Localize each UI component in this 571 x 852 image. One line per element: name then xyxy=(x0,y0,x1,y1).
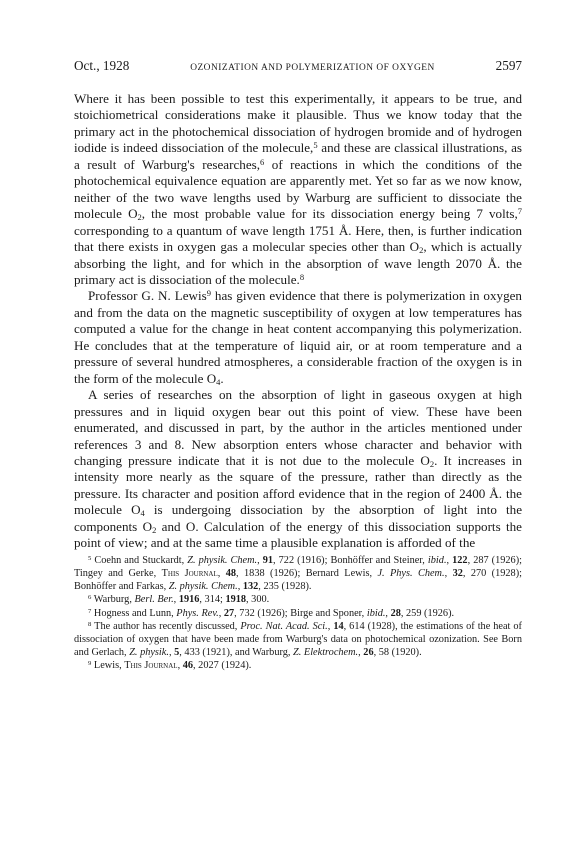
text-run: of reactions in which the conditions of the photochemical equivalence equation are apparently met. Yet so far as we now know, neither of the two wave lengths used by Warburg are sufficient to dissociate the molecule O xyxy=(74,156,522,222)
text-run: 1916 xyxy=(178,594,200,606)
footnote-marker: 7 xyxy=(88,607,92,615)
text-run: has given evidence that there is polymerization in oxygen and from the data on the magnetic susceptibility of oxygen at low temperatures has computed a value for the change in heat content accompanying this polymerization. He concludes that at the temperature of liquid air, or at room temperature and a pressure of several hundred atmospheres, a considerable fraction of the oxygen is in the form of the molecule O xyxy=(74,288,522,386)
text-run: , 235 (1928). xyxy=(258,581,312,593)
footnote xyxy=(74,620,522,660)
subscript: 4 xyxy=(216,376,221,387)
body-text xyxy=(74,91,522,552)
text-run: , xyxy=(237,581,243,593)
text-run: , 722 (1916); Bonhöffer and Steiner, xyxy=(273,554,428,566)
page-number: 2597 xyxy=(495,58,522,73)
text-run: , the most probable value for its dissociation energy being 7 volts, xyxy=(141,206,518,222)
footnote-marker: 7 xyxy=(517,206,522,217)
text-run: , 300. xyxy=(246,594,270,606)
text-run: is undergoing dissociation by the absorption of light into the components O xyxy=(74,502,523,534)
text-run: Z. Elektrochem. xyxy=(293,647,359,659)
text-run: Warburg, xyxy=(91,594,135,606)
text-run: ibid. xyxy=(366,607,386,619)
text-run: The author has recently discussed, xyxy=(91,620,241,632)
text-run: 28 xyxy=(390,607,401,619)
footnote-marker: 6 xyxy=(88,594,92,602)
text-run: Z. physik. Chem. xyxy=(187,554,258,566)
footnote xyxy=(74,554,522,594)
subscript: 2 xyxy=(137,212,142,223)
text-run: 27 xyxy=(223,607,235,619)
text-run: , 58 (1920). xyxy=(373,647,422,659)
text-run: , 2027 (1924). xyxy=(193,660,252,672)
text-run: , xyxy=(444,567,453,579)
paragraph xyxy=(74,288,522,387)
subscript: 2 xyxy=(429,459,435,470)
text-run: Coehn and Stuckardt, xyxy=(91,554,188,566)
text-run: corresponding to a quantum of wave length 1751 Å. Here, then, is further indication that there exists in oxygen gas a molecular species other than O xyxy=(74,222,522,255)
footnotes xyxy=(74,554,522,673)
text-run: , xyxy=(173,594,179,606)
running-header xyxy=(74,58,522,76)
text-run: 132 xyxy=(242,581,259,593)
text-run: Hogness and Lunn, xyxy=(91,607,177,619)
text-run: , xyxy=(446,554,453,566)
text-run: , 314; xyxy=(199,594,226,606)
footnote-marker: 9 xyxy=(88,660,92,668)
text-run: , xyxy=(327,620,334,632)
text-run: Z. physik. Chem. xyxy=(168,581,238,593)
footnote-marker: 8 xyxy=(299,272,305,283)
subscript: 2 xyxy=(419,245,424,256)
subscript: 4 xyxy=(140,508,145,519)
text-run: Phys. Rev. xyxy=(176,607,219,619)
text-run: Z. physik. xyxy=(129,647,169,659)
text-run: , 287 (1926); Tingey and Gerke, xyxy=(74,554,522,579)
footnote xyxy=(74,659,522,672)
text-run: 32 xyxy=(452,567,463,579)
text-run: , xyxy=(385,607,391,619)
text-run: 91 xyxy=(262,554,274,566)
text-run: 48 xyxy=(225,567,237,579)
text-run: 5 xyxy=(174,647,180,659)
text-run: J. Phys. Chem. xyxy=(377,567,445,579)
text-run: 14 xyxy=(333,620,344,632)
text-run: . It increases in intensity more nearly as the square of the pressure, rather than directly as the pressure. Its character and position afford evidence that in the region of 2400 Å. the molecule O xyxy=(74,452,523,518)
subscript: 2 xyxy=(152,524,157,535)
text-run: and O. Calculation of the energy of this dissociation supports the point of view; and at the same time a plausible explanation is afforded of the xyxy=(74,518,522,551)
text-run: 1918 xyxy=(225,594,247,606)
text-run: Professor G. N. Lewis xyxy=(88,288,207,304)
text-run: , 1838 (1926); Bernard Lewis, xyxy=(236,567,378,579)
text-run: , 259 (1926). xyxy=(400,607,455,619)
text-run: , 614 (1928), the estimations of the heat of dissociation of oxygen that have been made from Warburg's data on photochemical ozonization. See Born and Gerlach, xyxy=(74,620,522,659)
paragraph xyxy=(74,387,522,552)
text-run: 26 xyxy=(363,647,374,659)
text-run: , xyxy=(358,647,364,659)
text-run: , which is actually absorbing the light, and for which in the absorption of wave length 2070 Å. the primary act is dissociation of the molecule. xyxy=(74,239,522,287)
text-run: . xyxy=(220,370,224,386)
text-run: A series of researches on the absorption of light in gaseous oxygen at high pressures and in liquid oxygen bear out this point of view. These have been enumerated, and discussed in part, by the author in the articles mentioned under references 3 and 8. New absorption enters whose character and behavior with changing pressure indicate that it is not due to the molecule O xyxy=(74,387,522,468)
text-run: , xyxy=(168,647,175,659)
footnote xyxy=(74,593,522,606)
text-run: , 270 (1928); Bonhöffer and Farkas, xyxy=(74,567,522,593)
text-run: , xyxy=(218,607,224,619)
text-run: , xyxy=(217,567,226,579)
header-title: OZONIZATION AND POLYMERIZATION OF OXYGEN xyxy=(190,63,435,73)
text-run: , xyxy=(257,554,263,566)
paragraph xyxy=(74,91,522,288)
footnote-marker: 5 xyxy=(313,140,318,151)
text-run: Lewis, xyxy=(91,660,125,672)
text-run: This Journal xyxy=(161,567,218,579)
text-run: , 433 (1921), and Warburg, xyxy=(179,647,294,659)
text-run: Proc. Nat. Acad. Sci. xyxy=(240,620,328,632)
footnote-marker: 6 xyxy=(260,156,265,167)
footnote-marker: 5 xyxy=(88,554,92,562)
text-run: 122 xyxy=(452,554,468,566)
footnote-marker: 9 xyxy=(206,288,211,299)
footnote xyxy=(74,607,522,620)
text-run: , 732 (1926); Birge and Sponer, xyxy=(234,607,367,619)
text-run: This Journal xyxy=(124,660,178,672)
header-date: Oct., 1928 xyxy=(74,58,130,73)
text-run: Berl. Ber. xyxy=(134,594,174,606)
text-run: ibid. xyxy=(427,554,447,566)
text-run: 46 xyxy=(182,660,194,672)
text-run: , xyxy=(177,660,183,672)
text-run: and these are classical illustrations, as a result of Warburg's researches, xyxy=(74,140,522,172)
text-run: Where it has been possible to test this experimentally, it appears to be true, and stoichiometrical considerations make it plausible. Thus we know today that the primary act in the photochemical dissociation of hydrogen bromide and of hydrogen iodide is indeed dissociation of the molecule, xyxy=(74,91,522,156)
footnote-marker: 8 xyxy=(88,620,92,628)
